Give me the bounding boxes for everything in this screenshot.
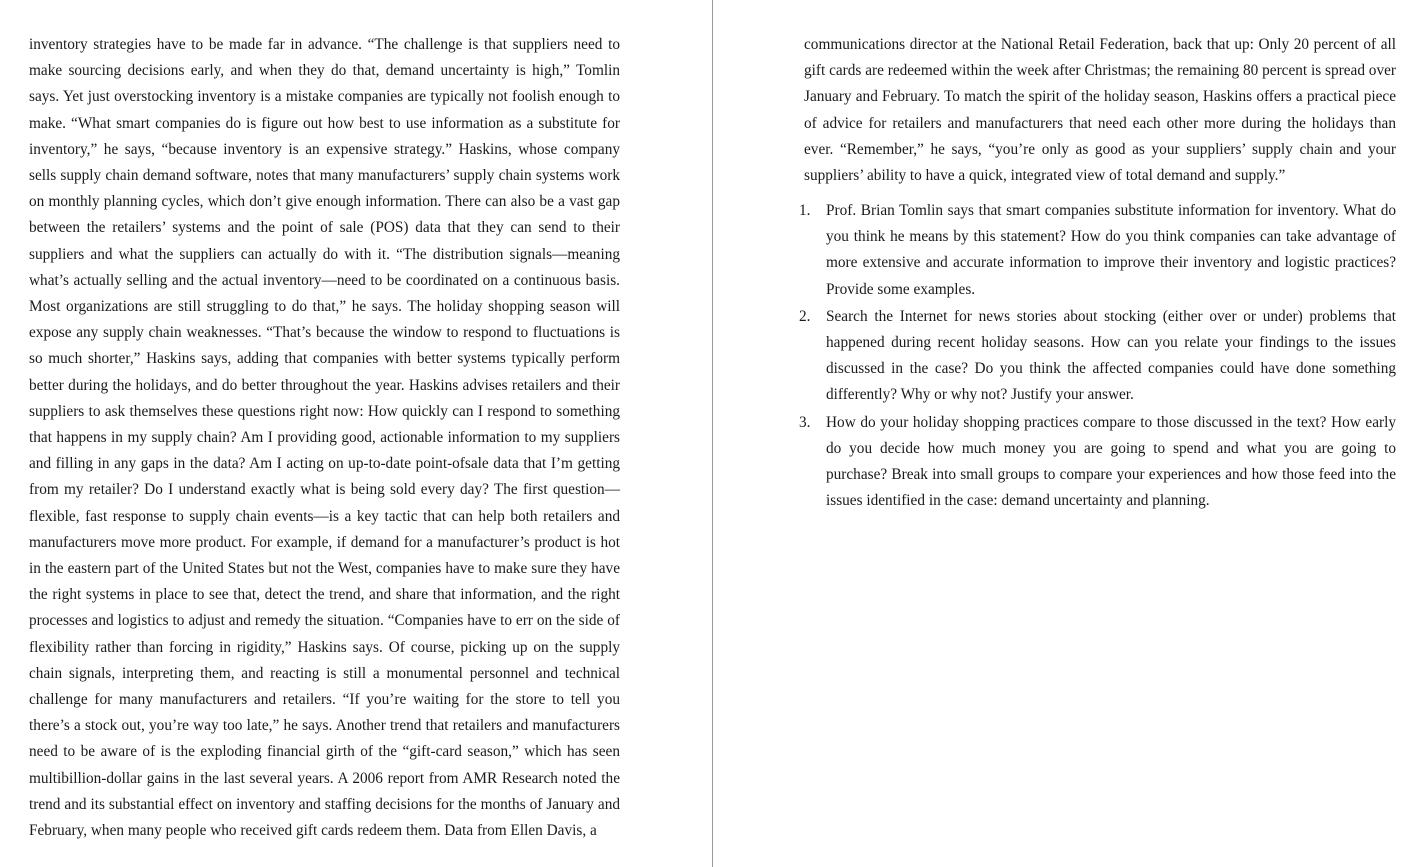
question-item bbox=[799, 304, 1396, 409]
question-number: 2. bbox=[799, 307, 811, 325]
question-text: How do your holiday shopping practices compare to those discussed in the text? How early do you decide how much money you are going to spend and what you are going to purchase? Break into small groups to compare your experiences and how those feed into the issues identified in the case: demand uncertainty and planning. bbox=[826, 413, 1396, 510]
question-item bbox=[799, 410, 1396, 515]
question-text: Prof. Brian Tomlin says that smart companies substitute information for inventory. What do you think he means by this statement? How do you think companies can take advantage of more extensive and accurate information to improve their inventory and logistic practices? Provide some examples. bbox=[826, 202, 1396, 298]
right-page-body-paragraph: communications director at the National Retail Federation, back that up: Only 20 percent of all gift cards are redeemed within the week after Christmas; the remaining 80 percent is spread over January and February. To match the spirit of the holiday season, Haskins offers a practical piece of advice for retailers and manufacturers that need each other more during the holidays than ever. “Remember,” he says, “you’re only as good as your suppliers’ supply chain and your suppliers’ ability to have a quick, integrated view of total demand and supply.” bbox=[804, 36, 1396, 185]
right-page bbox=[713, 0, 1417, 867]
question-text: Search the Internet for news stories about stocking (either over or under) problems that happened during recent holiday seasons. How can you relate your findings to the issues discussed in the case? Do you think the affected companies could have done something differently? Why or why not? Justify your answer. bbox=[826, 307, 1396, 404]
discussion-questions-list bbox=[799, 198, 1396, 515]
question-number: 3. bbox=[799, 413, 811, 431]
question-item bbox=[799, 198, 1396, 303]
question-number: 1. bbox=[799, 202, 811, 219]
left-page-body-paragraph: inventory strategies have to be made far in advance. “The challenge is that suppliers need to make sourcing decisions early, and when they do that, demand uncertainty is high,” Tomlin says. Yet just overstocking inventory is a mistake companies are typically not foolish enough to make. “What smart companies do is figure out how best to use information as a substitute for inventory,” he says, “because inventory is an expensive strategy.” Haskins, whose company sells supply chain demand software, notes that many manufacturers’ supply chain systems work on monthly planning cycles, which don’t give enough information. There can also be a vast gap between the retailers’ systems and the point of sale (POS) data that they can send to their suppliers and what the suppliers can actually do with it. “The distribution signals—meaning what’s actually selling and the actual inventory—need to be coordinated on a continuous basis. Most organizations are still struggling to do that,” he says. The holiday shopping season will expose any supply chain weaknesses. “That’s because the window to respond to fluctuations is so much shorter,” Haskins says, adding that companies with better systems typically perform better during the holidays, and do better throughout the year. Haskins advises retailers and their suppliers to ask themselves these questions right now: How quickly can I respond to something that happens in my supply chain? Am I providing good, actionable information to my suppliers and filling in any gaps in the data? Am I acting on up-to-date point-ofsale data that I’m getting from my retailer? Do I understand exactly what is being sold every day? The first question—flexible, fast response to supply chain events—is a key tactic that can help both retailers and manufacturers move more product. For example, if demand for a manufacturer’s product is hot in the eastern part of the United States but not the West, companies have to make sure they have the right systems in place to see that, detect the trend, and share that information, and the right processes and logistics to adjust and remedy the situation. “Companies have to err on the side of flexibility rather than forcing in rigidity,” Haskins says. Of course, picking up on the supply chain signals, interpreting them, and reacting is still a monumental personnel and technical challenge for many manufacturers and retailers. “If you’re waiting for the store to tell you there’s a stock out, you’re way too late,” he says. Another trend that retailers and manufacturers need to be aware of is the exploding financial girth of the “gift-card season,” which has seen multibillion-dollar gains in the last several years. A 2006 report from AMR Research noted the trend and its substantial effect on inventory and staffing decisions for the months of January and February, when many people who received gift cards redeem them. Data from Ellen Davis, a bbox=[29, 36, 620, 840]
